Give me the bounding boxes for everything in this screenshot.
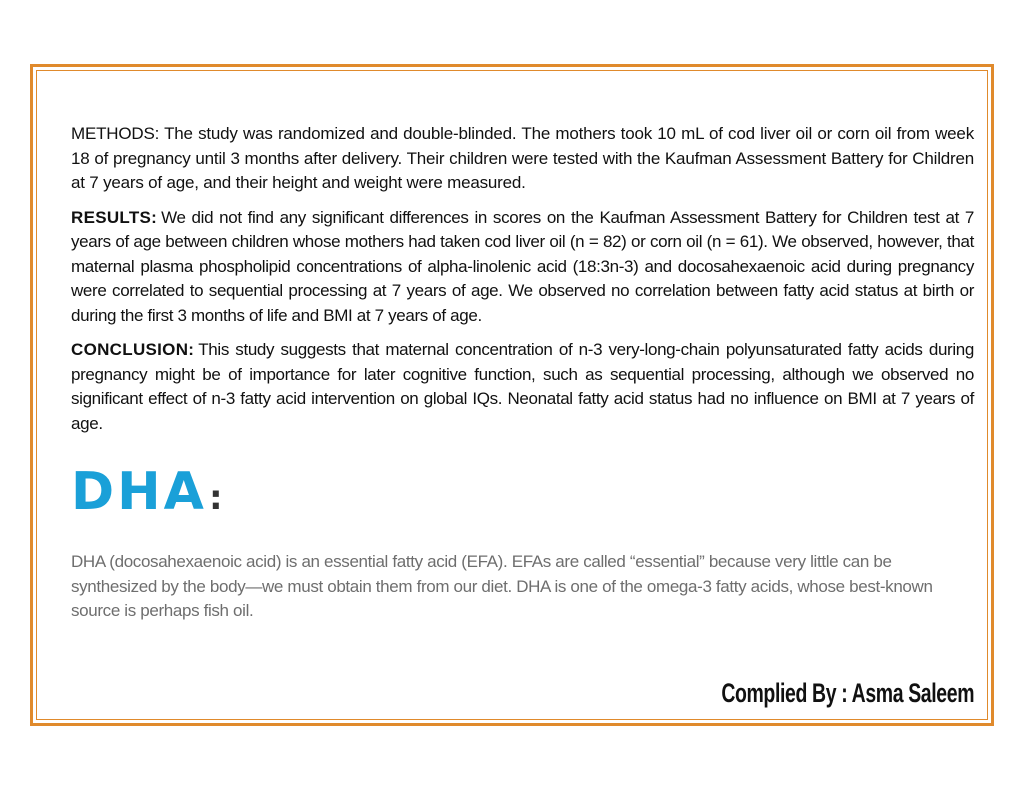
methods-paragraph bbox=[71, 122, 974, 196]
dha-heading-word: DHA bbox=[71, 462, 207, 522]
dha-heading bbox=[71, 462, 974, 528]
dha-description: DHA (docosahexaenoic acid) is an essential fatty acid (EFA). EFAs are called “essential” because very little can be synthesized by the body—we must obtain them from our diet. DHA is one of the omega-3 fatty acids, whose best-known source is perhaps fish oil. bbox=[71, 552, 933, 620]
results-label: RESULTS: bbox=[71, 207, 158, 227]
results-paragraph bbox=[71, 206, 974, 329]
methods-text: METHODS: The study was randomized and double-blinded. The mothers took 10 mL of cod liver oil or corn oil from week 18 of pregnancy until 3 months after delivery. Their children were tested with the Kaufman Assessment Battery for Children at 7 years of age, and their height and weight were measured. bbox=[71, 124, 974, 192]
results-text: We did not find any significant differences in scores on the Kaufman Assessment Battery for Children test at 7 years of age between children whose mothers had taken cod liver oil (n = 82) or corn oil (n = 61). We observed, however, that maternal plasma phospholipid concentrations of alpha-linolenic acid (18:3n-3) and docosahexaenoic acid during pregnancy were correlated to sequential processing at 7 years of age. We observed no correlation between fatty acid status at birth or during the first 3 months of life and BMI at 7 years of age. bbox=[71, 207, 974, 325]
conclusion-label: CONCLUSION: bbox=[71, 340, 195, 359]
dha-heading-colon: : bbox=[208, 478, 223, 518]
conclusion-text: This study suggests that maternal concentration of n-3 very-long-chain polyunsaturated fatty acids during pregnancy might be of importance for later cognitive function, such as sequential processing, although we observed no significant effect of n-3 fatty acid intervention on global IQs. Neonatal fatty acid status had no influence on BMI at 7 years of age. bbox=[71, 340, 974, 433]
document-body bbox=[71, 122, 974, 624]
author-credit: Complied By : Asma Saleem bbox=[721, 678, 974, 708]
conclusion-paragraph bbox=[71, 338, 974, 436]
